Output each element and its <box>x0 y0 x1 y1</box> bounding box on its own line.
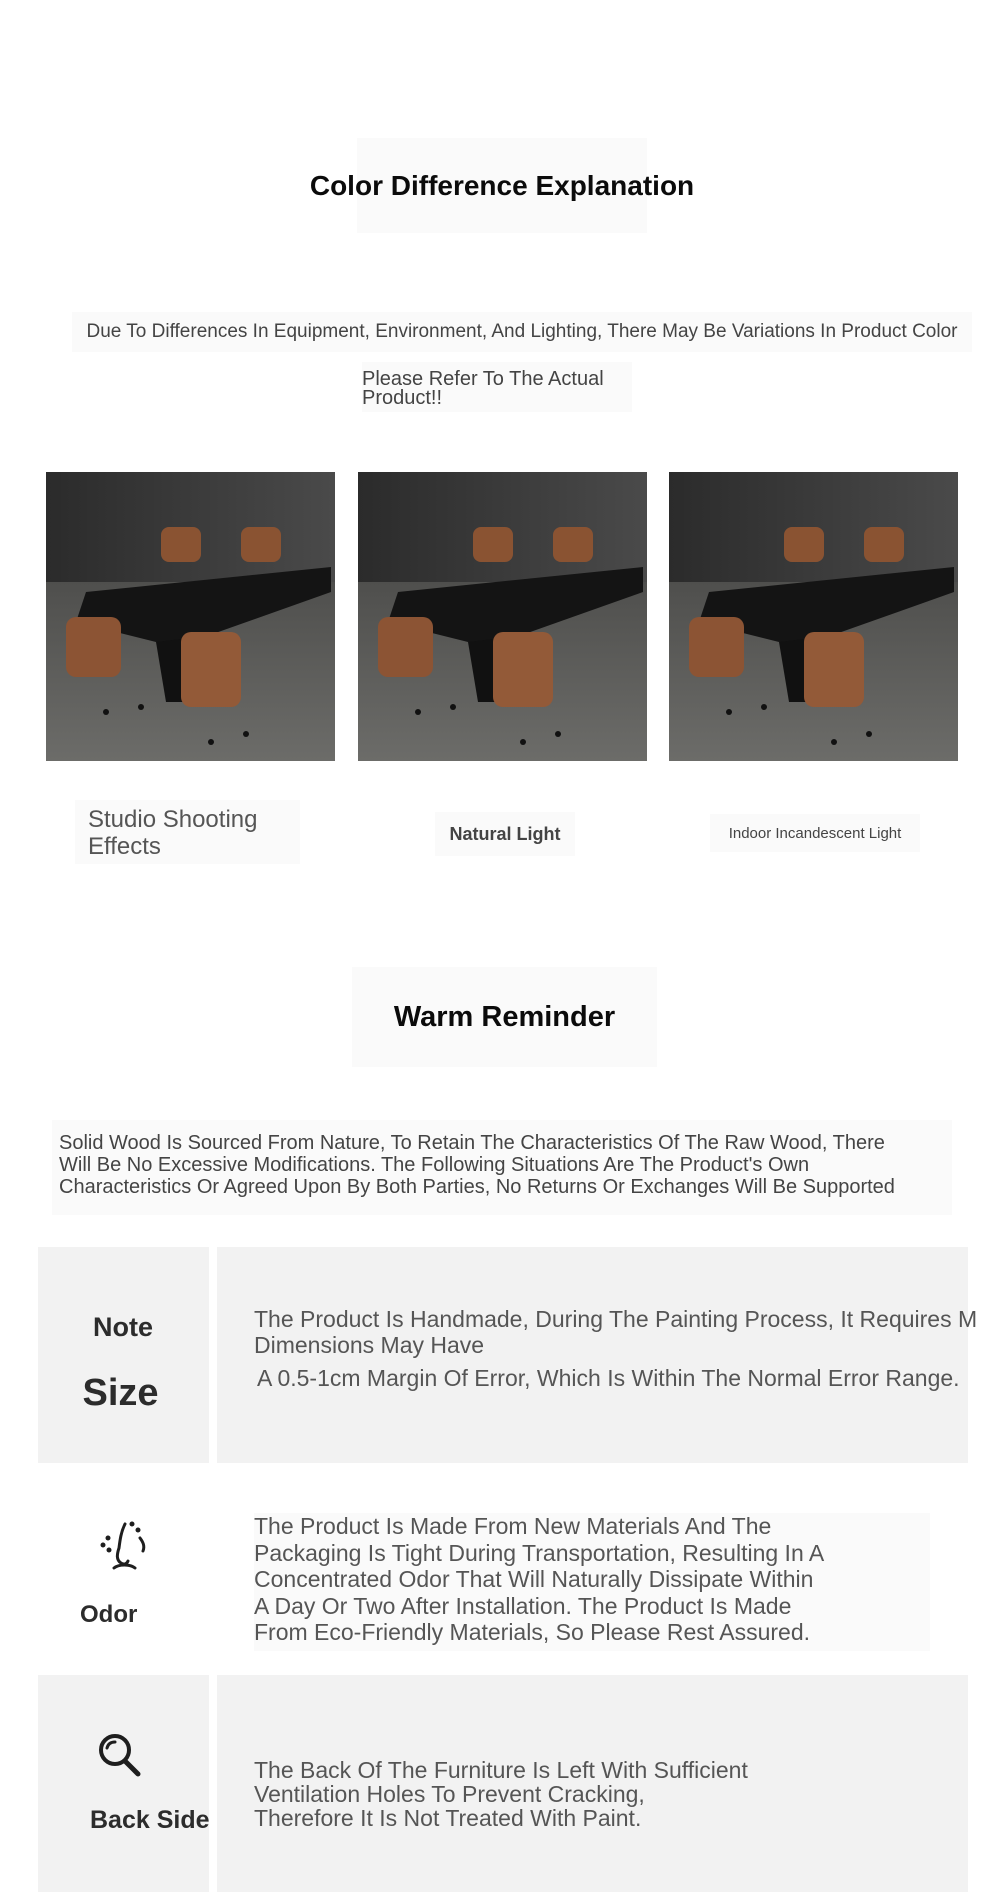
back-line-3: Therefore It Is Not Treated With Paint. <box>254 1805 642 1831</box>
note-label: Note <box>93 1312 153 1342</box>
caption-incandescent-light: Indoor Incandescent Light <box>710 814 920 852</box>
back-line-1: The Back Of The Furniture Is Left With Sufficient <box>254 1757 748 1783</box>
solid-wood-note <box>52 1120 952 1215</box>
warm-reminder-title: Warm Reminder <box>352 967 657 1067</box>
size-line-2: Dimensions May Have <box>254 1332 485 1358</box>
odor-line-5: From Eco-Friendly Materials, So Please Rest Assured. <box>254 1619 811 1645</box>
back-side-label: Back Side <box>90 1805 210 1834</box>
odor-line-4: A Day Or Two After Installation. The Product Is Made <box>254 1592 792 1619</box>
size-description <box>254 1306 1000 1356</box>
size-label: Size <box>82 1372 159 1414</box>
caption-studio-shooting <box>75 800 300 864</box>
office-chairs-image <box>669 472 958 761</box>
color-difference-title: Color Difference Explanation <box>357 138 647 233</box>
product-photo-studio <box>46 472 335 761</box>
odor-line-3: Concentrated Odor That Will Naturally Dissipate Within <box>254 1566 814 1592</box>
back-side-description <box>254 1758 854 1848</box>
row-divider <box>209 1247 217 1463</box>
product-photo-incandescent <box>669 472 958 761</box>
odor-line-1: The Product Is Made From New Materials And The <box>254 1513 772 1539</box>
solid-wood-line-2: Will Be No Excessive Modifications. The Following Situations Are The Product's Own <box>59 1154 810 1176</box>
refer-actual-product-note <box>362 362 632 412</box>
caption-line-2: Effects <box>88 833 161 860</box>
refer-line-2: Product!! <box>362 387 443 409</box>
odor-line-2: Packaging Is Tight During Transportation, Resulting In A <box>254 1539 825 1566</box>
caption-line-1: Studio Shooting <box>88 806 258 833</box>
solid-wood-line-1: Solid Wood Is Sourced From Nature, To Retain The Characteristics Of The Raw Wood, There <box>59 1132 885 1154</box>
refer-line-1: Please Refer To The Actual <box>362 368 604 390</box>
odor-description <box>254 1513 930 1651</box>
row-divider <box>209 1675 217 1892</box>
color-variation-note: Due To Differences In Equipment, Environment, And Lighting, There May Be Variations In Product Color <box>72 312 972 352</box>
office-chairs-image <box>358 472 647 761</box>
magnifier-icon <box>96 1731 144 1779</box>
office-chairs-image <box>46 472 335 761</box>
odor-label: Odor <box>80 1601 138 1628</box>
size-line-1: The Product Is Handmade, During The Painting Process, It Requires M <box>254 1306 978 1332</box>
size-error-range: A 0.5-1cm Margin Of Error, Which Is Within The Normal Error Range. <box>257 1365 960 1391</box>
product-photo-natural-light <box>358 472 647 761</box>
caption-natural-light: Natural Light <box>435 812 575 856</box>
solid-wood-line-3: Characteristics Or Agreed Upon By Both Parties, No Returns Or Exchanges Will Be Supported <box>59 1176 895 1198</box>
back-line-2: Ventilation Holes To Prevent Cracking, <box>254 1781 645 1807</box>
nose-odor-icon <box>94 1518 156 1576</box>
